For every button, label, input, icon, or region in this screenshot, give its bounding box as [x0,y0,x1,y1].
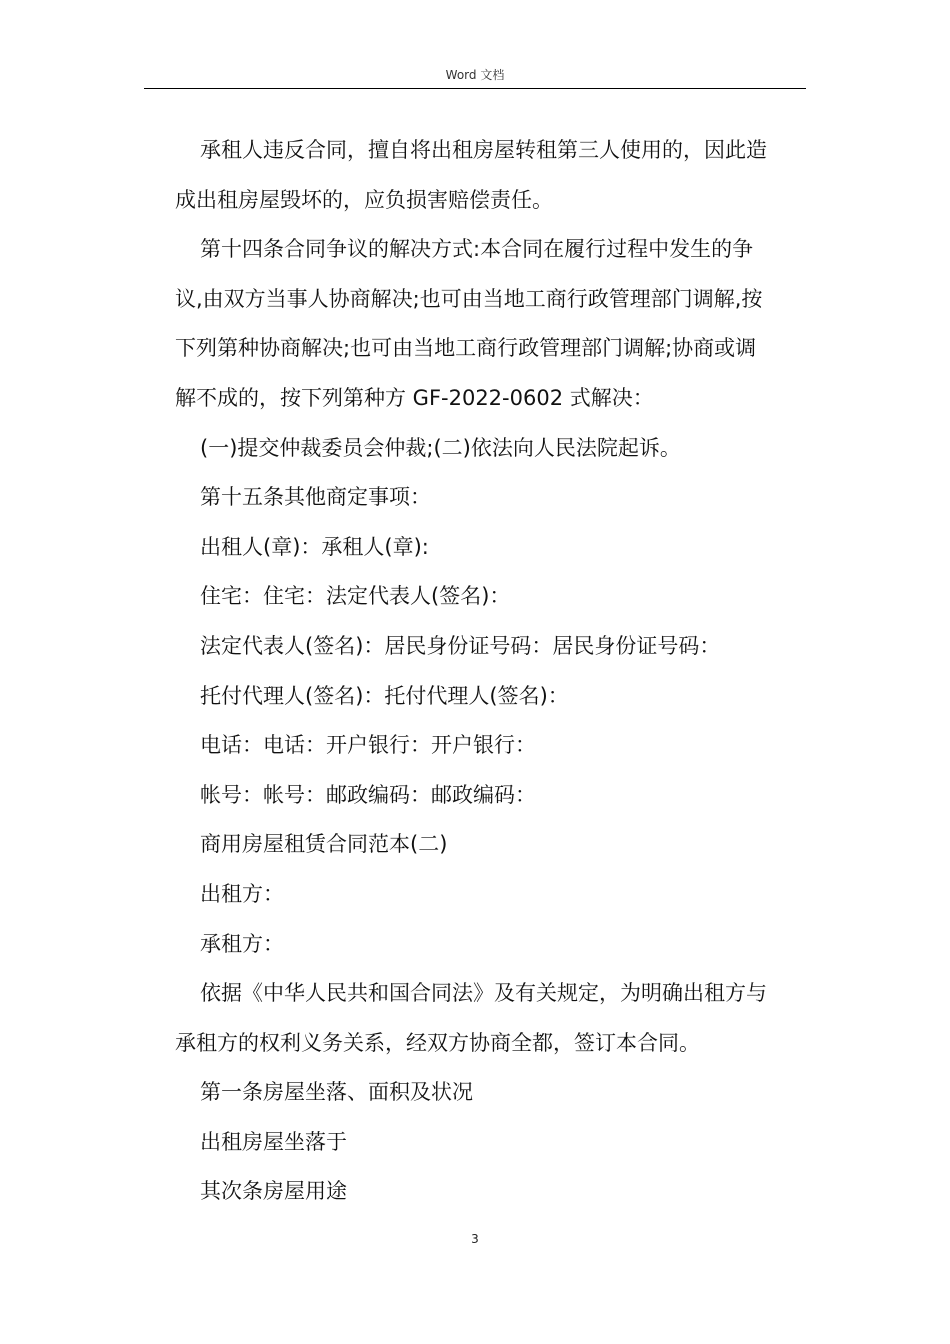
paragraph-line: 其次条房屋用途 [200,1179,347,1204]
paragraph-line: 承租方： [200,931,284,956]
header-divider [144,88,806,89]
paragraph-line: 住宅：住宅：法定代表人(签名)： [200,584,511,609]
page-header: Word 文档 [445,68,505,82]
paragraph-line: (一)提交仲裁委员会仲裁;(二)依法向人民法院起诉。 [200,435,681,460]
paragraph-line: 第一条房屋坐落、面积及状况 [200,1080,473,1105]
paragraph-line: 出租房屋坐落于 [200,1129,347,1154]
paragraph-line: 托付代理人(签名)：托付代理人(签名)： [200,683,569,708]
paragraph-line: 第十四条合同争议的解决方式:本合同在履行过程中发生的争 [200,237,754,262]
paragraph-line: 帐号：帐号：邮政编码：邮政编码： [200,782,536,807]
paragraph-line: 出租方： [200,881,284,906]
paragraph-line: 下列第种协商解决;也可由当地工商行政管理部门调解;协商或调 [175,336,757,361]
paragraph-line: 议,由双方当事人协商解决;也可由当地工商行政管理部门调解,按 [175,286,763,311]
paragraph-line: 成出租房屋毁坏的，应负损害赔偿责任。 [175,187,553,212]
paragraph-line: 承租人违反合同，擅自将出租房屋转租第三人使用的，因此造 [200,138,767,162]
paragraph-line: 商用房屋租赁合同范本(二) [200,832,448,857]
paragraph-line: 法定代表人(签名)：居民身份证号码：居民身份证号码： [200,633,721,658]
paragraph-line: 出租人(章)：承租人(章): [200,534,429,559]
paragraph-line: 电话：电话：开户银行：开户银行： [200,733,536,758]
document-body [175,126,805,1217]
paragraph-line: 第十五条其他商定事项： [200,485,431,510]
page-number: 3 [471,1232,479,1246]
paragraph-line: 依据《中华人民共和国合同法》及有关规定，为明确出租方与 [200,981,767,1006]
paragraph-line: 承租方的权利义务关系，经双方协商全都，签订本合同。 [175,1030,700,1055]
paragraph-line: 解不成的，按下列第种方 GF-2022-0602 式解决： [175,385,654,410]
